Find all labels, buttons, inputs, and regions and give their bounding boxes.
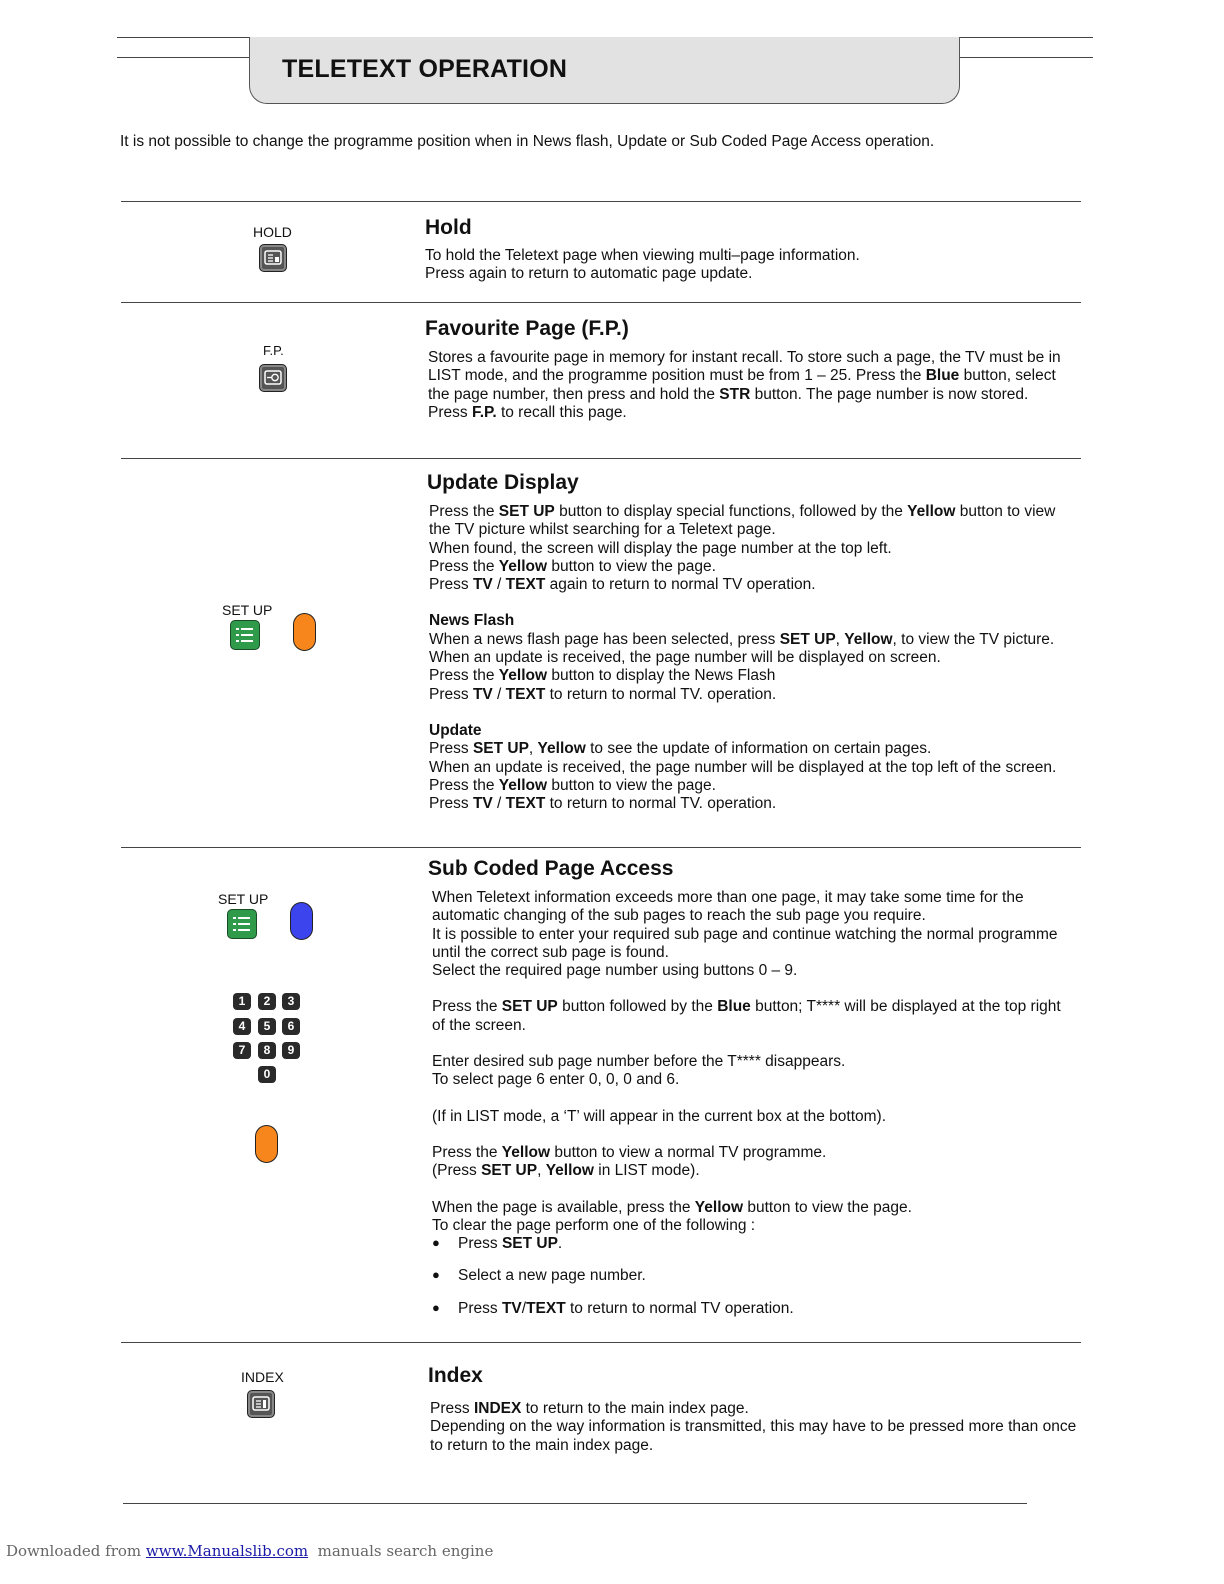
yellow-label: Yellow bbox=[498, 557, 548, 575]
digit-7-button: 7 bbox=[233, 1042, 251, 1059]
text: , bbox=[537, 1162, 546, 1180]
update-display-title: Update Display bbox=[427, 471, 579, 494]
text-label: TEXT bbox=[505, 795, 546, 813]
fp-button bbox=[259, 364, 287, 392]
digit-1-button: 1 bbox=[233, 993, 251, 1010]
list-icon bbox=[232, 915, 252, 933]
text: button to view the page. bbox=[547, 557, 716, 575]
idx-line bbox=[430, 1400, 1078, 1418]
blue-button bbox=[290, 902, 313, 940]
list-item bbox=[432, 1300, 1077, 1318]
up-line bbox=[429, 777, 1074, 795]
manualslib-link[interactable]: www.Manualslib.com bbox=[145, 1542, 309, 1560]
setup-label: SET UP bbox=[472, 740, 529, 758]
setup-label: SET UP bbox=[779, 630, 836, 648]
text: button to view a normal TV programme. bbox=[550, 1143, 827, 1161]
hold-title: Hold bbox=[425, 216, 472, 239]
subcoded-title: Sub Coded Page Access bbox=[428, 857, 674, 880]
text: Press the bbox=[432, 998, 502, 1016]
sc-line bbox=[432, 1162, 1077, 1180]
text: button to view the page. bbox=[743, 1198, 912, 1216]
hold-button bbox=[259, 244, 287, 272]
setup-label: SET UP bbox=[498, 503, 555, 520]
sc-line: (If in LIST mode, a ‘T’ will appear in the current box at the bottom). bbox=[432, 1107, 887, 1125]
text: Select a new page number. bbox=[458, 1267, 646, 1285]
nf-line bbox=[429, 686, 1074, 704]
sc-line: When Teletext information exceeds more than one page, it may take some time for the automatic changing of the sub pages to reach the sub page you require. bbox=[432, 889, 1024, 925]
list-item bbox=[432, 1267, 1077, 1285]
text: button to view the TV picture whilst searching for a Teletext page. bbox=[429, 503, 1056, 539]
text: Press the bbox=[429, 776, 499, 794]
text: button to display the News Flash bbox=[547, 667, 776, 685]
favourite-icon bbox=[264, 369, 282, 387]
yellow-label: Yellow bbox=[501, 1143, 551, 1161]
yellow-button bbox=[293, 613, 316, 651]
setup-key-label: SET UP bbox=[222, 602, 273, 618]
digit-2-button: 2 bbox=[258, 993, 276, 1010]
index-body bbox=[430, 1400, 1078, 1455]
header-line-left bbox=[117, 57, 249, 58]
up-line bbox=[429, 795, 1074, 813]
intro-text: It is not possible to change the programme position when in News flash, Update or Sub Coded Page Access operation. bbox=[120, 133, 935, 150]
text: button to display special functions, followed by the bbox=[554, 503, 908, 520]
text: , bbox=[835, 630, 845, 648]
idx-line: Depending on the way information is transmitted, this may have to be pressed more than once to return to the main index page. bbox=[430, 1418, 1077, 1454]
digit-9-button: 9 bbox=[282, 1042, 300, 1059]
text: / bbox=[492, 795, 506, 813]
news-flash-heading: News Flash bbox=[429, 612, 515, 630]
divider bbox=[121, 1342, 1081, 1343]
tv-label: TV bbox=[472, 685, 493, 703]
yellow-label: Yellow bbox=[545, 1162, 594, 1180]
blue-label: Blue bbox=[717, 998, 751, 1016]
text: to recall this page. bbox=[496, 403, 627, 421]
index-title: Index bbox=[428, 1364, 483, 1387]
text: button. The page number is now stored. bbox=[750, 385, 1029, 403]
hold-line-1: To hold the Teletext page when viewing multi–page information. bbox=[425, 247, 860, 264]
text-label: TEXT bbox=[505, 685, 546, 703]
tv-label: TV bbox=[472, 795, 493, 813]
digit-8-button: 8 bbox=[258, 1042, 276, 1059]
digit-6-button: 6 bbox=[282, 1018, 300, 1035]
text: to return to the main index page. bbox=[521, 1400, 749, 1417]
fp-label: F.P. bbox=[471, 403, 497, 421]
text: , to view the TV picture. When an update is received, the page number will be displayed on screen. bbox=[429, 630, 1055, 667]
yellow-label: Yellow bbox=[537, 740, 586, 758]
text: to return to normal TV. operation. bbox=[545, 685, 777, 703]
list-item bbox=[432, 1235, 1077, 1253]
text: Press bbox=[429, 576, 473, 594]
footer bbox=[6, 1542, 493, 1560]
text: Press bbox=[458, 1299, 502, 1317]
ud-line bbox=[429, 503, 1074, 540]
clear-options-list bbox=[432, 1235, 1077, 1318]
fp-title: Favourite Page (F.P.) bbox=[425, 317, 629, 340]
sc-line: Enter desired sub page number before the T**** disappears. bbox=[432, 1053, 846, 1071]
digit-5-button: 5 bbox=[258, 1018, 276, 1035]
setup-button bbox=[227, 909, 257, 939]
digit-3-button: 3 bbox=[282, 993, 300, 1010]
text: button followed by the bbox=[557, 998, 718, 1016]
setup-label: SET UP bbox=[481, 1162, 538, 1180]
str-label: STR bbox=[719, 385, 751, 403]
text: Press bbox=[458, 1235, 502, 1253]
up-line bbox=[429, 740, 1074, 758]
hold-key-label: HOLD bbox=[253, 224, 292, 240]
digit-4-button: 4 bbox=[233, 1018, 251, 1035]
text: Stores a favourite page in memory for instant recall. To store such a page, the TV must be in LIST mode, and the programme position must be from 1 – 25. Press the bbox=[428, 349, 1061, 385]
text-label: TEXT bbox=[505, 576, 546, 594]
digit-0-button: 0 bbox=[258, 1066, 276, 1083]
hold-line-2: Press again to return to automatic page update. bbox=[425, 265, 753, 283]
sc-line: Select the required page number using buttons 0 – 9. bbox=[432, 962, 798, 980]
page-title: TELETEXT OPERATION bbox=[282, 55, 568, 83]
text: When the page is available, press the bbox=[432, 1198, 695, 1216]
nf-line bbox=[429, 631, 1074, 668]
update-display-body bbox=[429, 503, 1074, 813]
index-icon bbox=[252, 1395, 270, 1413]
sc-line: It is possible to enter your required sub page and continue watching the normal programme until the correct sub page is found. bbox=[432, 925, 1058, 961]
text: / bbox=[521, 1299, 527, 1317]
setup-key-label: SET UP bbox=[218, 891, 269, 907]
text: Press the bbox=[429, 557, 499, 575]
setup-label: SET UP bbox=[501, 1235, 558, 1253]
text: in LIST mode). bbox=[593, 1162, 700, 1180]
setup-button bbox=[230, 620, 260, 650]
nf-line bbox=[429, 667, 1074, 685]
index-key-label: INDEX bbox=[241, 1369, 284, 1385]
divider bbox=[121, 302, 1081, 303]
list-icon bbox=[235, 626, 255, 644]
text: button to view the page. bbox=[547, 776, 716, 794]
update-heading: Update bbox=[429, 721, 482, 739]
text: Press the bbox=[432, 1143, 502, 1161]
text: . bbox=[557, 1235, 563, 1253]
hold-body bbox=[425, 247, 1075, 284]
yellow-button bbox=[255, 1125, 278, 1163]
fp-paragraph-1 bbox=[428, 349, 1073, 404]
text: button, select the page number, then press and hold the bbox=[428, 367, 1056, 403]
text: button; T**** will be displayed at the top right of the screen. bbox=[432, 998, 1061, 1034]
footer-suffix: manuals search engine bbox=[308, 1542, 494, 1560]
index-button bbox=[247, 1390, 275, 1418]
text-label: TEXT bbox=[526, 1299, 566, 1317]
text: (Press bbox=[432, 1162, 482, 1180]
header-line-right bbox=[960, 57, 1093, 58]
fp-paragraph-2 bbox=[428, 404, 1073, 422]
divider bbox=[121, 458, 1081, 459]
text: again to return to normal TV operation. bbox=[545, 576, 816, 594]
text: Press bbox=[428, 403, 472, 421]
index-label: INDEX bbox=[473, 1400, 522, 1417]
hold-icon bbox=[264, 249, 282, 267]
tv-label: TV bbox=[472, 576, 493, 594]
text: / bbox=[492, 685, 506, 703]
fp-key-label: F.P. bbox=[263, 343, 284, 358]
footer-prefix: Downloaded from bbox=[6, 1542, 146, 1560]
text: Press bbox=[430, 1400, 474, 1417]
yellow-label: Yellow bbox=[907, 503, 956, 520]
text: to see the update of information on certain pages. bbox=[585, 740, 932, 758]
sc-line bbox=[432, 1144, 1077, 1162]
divider bbox=[121, 201, 1081, 202]
sc-line: To clear the page perform one of the following : bbox=[432, 1216, 756, 1234]
divider bbox=[121, 847, 1081, 848]
ud-line bbox=[429, 558, 1074, 576]
text: Press bbox=[429, 795, 473, 813]
text: , bbox=[528, 740, 538, 758]
text: Press the bbox=[429, 667, 499, 685]
header-tab bbox=[249, 37, 960, 104]
text: / bbox=[492, 576, 506, 594]
text: Press the bbox=[429, 503, 499, 520]
sc-line bbox=[432, 998, 1077, 1035]
tv-label: TV bbox=[501, 1299, 522, 1317]
yellow-label: Yellow bbox=[694, 1198, 744, 1216]
yellow-label: Yellow bbox=[498, 667, 548, 685]
fp-body bbox=[428, 349, 1073, 422]
sc-line bbox=[432, 1199, 1077, 1217]
setup-label: SET UP bbox=[501, 998, 558, 1016]
text: Press bbox=[429, 685, 473, 703]
text: Press bbox=[429, 740, 473, 758]
subcoded-body bbox=[432, 889, 1077, 1332]
text: to return to normal TV operation. bbox=[565, 1299, 794, 1317]
yellow-label: Yellow bbox=[498, 776, 548, 794]
text: to return to normal TV. operation. bbox=[545, 795, 777, 813]
yellow-label: Yellow bbox=[844, 630, 893, 648]
ud-line: When found, the screen will display the page number at the top left. bbox=[429, 539, 892, 557]
ud-line bbox=[429, 576, 1074, 594]
text: When a news flash page has been selected, press bbox=[429, 630, 780, 648]
blue-label: Blue bbox=[925, 367, 960, 385]
sc-line: To select page 6 enter 0, 0, 0 and 6. bbox=[432, 1071, 680, 1089]
divider bbox=[123, 1503, 1027, 1504]
up-line: When an update is received, the page number will be displayed at the top left of the screen. bbox=[429, 758, 1057, 776]
